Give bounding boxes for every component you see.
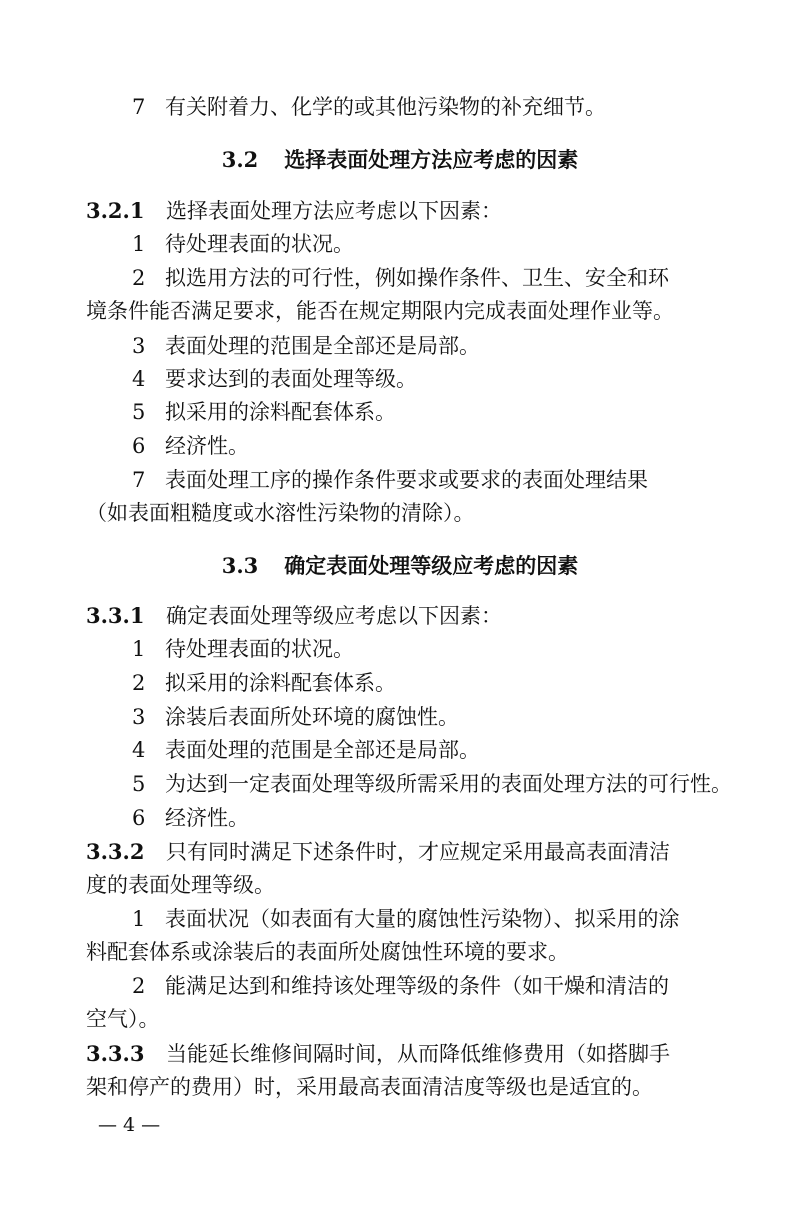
item-number: 5	[132, 400, 146, 424]
list-item	[132, 904, 680, 934]
list-item	[132, 803, 249, 833]
item-number: 2	[132, 266, 146, 290]
item-text: 有关附着力、化学的或其他污染物的补充细节。	[165, 95, 606, 119]
section-heading-3-3	[0, 551, 800, 581]
item-text: 为达到一定表面处理等级所需采用的表面处理方法的可行性。	[165, 772, 732, 796]
clause-number: 3.3.2	[86, 839, 145, 864]
clause-text: 选择表面处理方法应考虑以下因素：	[166, 199, 502, 223]
item-number: 1	[132, 907, 146, 931]
list-item	[132, 634, 354, 664]
list-item	[132, 229, 354, 259]
item-number: 3	[132, 705, 146, 729]
list-item	[132, 971, 669, 1001]
list-item	[132, 465, 648, 495]
list-item	[132, 331, 480, 361]
clause-text: 只有同时满足下述条件时，才应规定采用最高表面清洁	[166, 840, 670, 864]
list-item	[132, 769, 732, 799]
clause-text: 当能延长维修间隔时间，从而降低维修费用（如搭脚手	[166, 1042, 670, 1066]
item-text: 经济性。	[165, 806, 249, 830]
clause-3-2-1	[86, 196, 502, 226]
item-text: 拟采用的涂料配套体系。	[165, 671, 396, 695]
item-text: 待处理表面的状况。	[165, 232, 354, 256]
item-number: 6	[132, 806, 146, 830]
list-item-continuation: 料配套体系或涂装后的表面所处腐蚀性环境的要求。	[86, 940, 569, 964]
item-text: 涂装后表面所处环境的腐蚀性。	[165, 705, 459, 729]
clause-number: 3.3.3	[86, 1041, 145, 1066]
clause-3-3-2	[86, 837, 670, 867]
item-number: 6	[132, 434, 146, 458]
list-item	[132, 735, 480, 765]
list-item	[132, 668, 396, 698]
item-number: 7	[132, 468, 146, 492]
item-number: 1	[132, 637, 146, 661]
heading-text: 选择表面处理方法应考虑的因素	[284, 147, 579, 172]
item-text: 表面处理的范围是全部还是局部。	[165, 334, 480, 358]
item-text: 要求达到的表面处理等级。	[165, 367, 417, 391]
item-number: 3	[132, 334, 146, 358]
list-item	[132, 702, 459, 732]
item-text: 经济性。	[165, 434, 249, 458]
item-number: 5	[132, 772, 146, 796]
clause-continuation: 架和停产的费用）时，采用最高表面清洁度等级也是适宜的。	[86, 1075, 653, 1099]
section-heading-3-2	[0, 145, 800, 175]
item-text: 拟采用的涂料配套体系。	[165, 400, 396, 424]
heading-text: 确定表面处理等级应考虑的因素	[284, 553, 579, 578]
item-text: 表面处理工序的操作条件要求或要求的表面处理结果	[165, 468, 648, 492]
list-item	[132, 92, 606, 122]
item-text: 表面处理的范围是全部还是局部。	[165, 738, 480, 762]
clause-3-3-3	[86, 1039, 670, 1069]
list-item-continuation: 空气）。	[86, 1007, 160, 1031]
item-text: 待处理表面的状况。	[165, 637, 354, 661]
item-text: 表面状况（如表面有大量的腐蚀性污染物）、拟采用的涂	[165, 907, 680, 931]
clause-3-3-1	[86, 601, 502, 631]
item-number: 1	[132, 232, 146, 256]
list-item	[132, 431, 249, 461]
item-number: 4	[132, 367, 146, 391]
heading-number: 3.2	[221, 147, 259, 172]
clause-number: 3.2.1	[86, 198, 145, 223]
list-item-continuation: 境条件能否满足要求，能否在规定期限内完成表面处理作业等。	[86, 299, 674, 323]
item-text: 拟选用方法的可行性，例如操作条件、卫生、安全和环	[165, 266, 669, 290]
item-number: 2	[132, 974, 146, 998]
item-text: 能满足达到和维持该处理等级的条件（如干燥和清洁的	[165, 974, 669, 998]
clause-continuation: 度的表面处理等级。	[86, 873, 275, 897]
item-number: 2	[132, 671, 146, 695]
list-item-continuation: （如表面粗糙度或水溶性污染物的清除）。	[86, 501, 475, 525]
clause-text: 确定表面处理等级应考虑以下因素：	[166, 604, 502, 628]
heading-number: 3.3	[221, 553, 259, 578]
page-number: — 4 —	[98, 1114, 161, 1136]
item-number: 4	[132, 738, 146, 762]
list-item	[132, 364, 417, 394]
clause-number: 3.3.1	[86, 603, 145, 628]
item-number: 7	[132, 95, 146, 119]
list-item	[132, 397, 396, 427]
list-item	[132, 263, 669, 293]
